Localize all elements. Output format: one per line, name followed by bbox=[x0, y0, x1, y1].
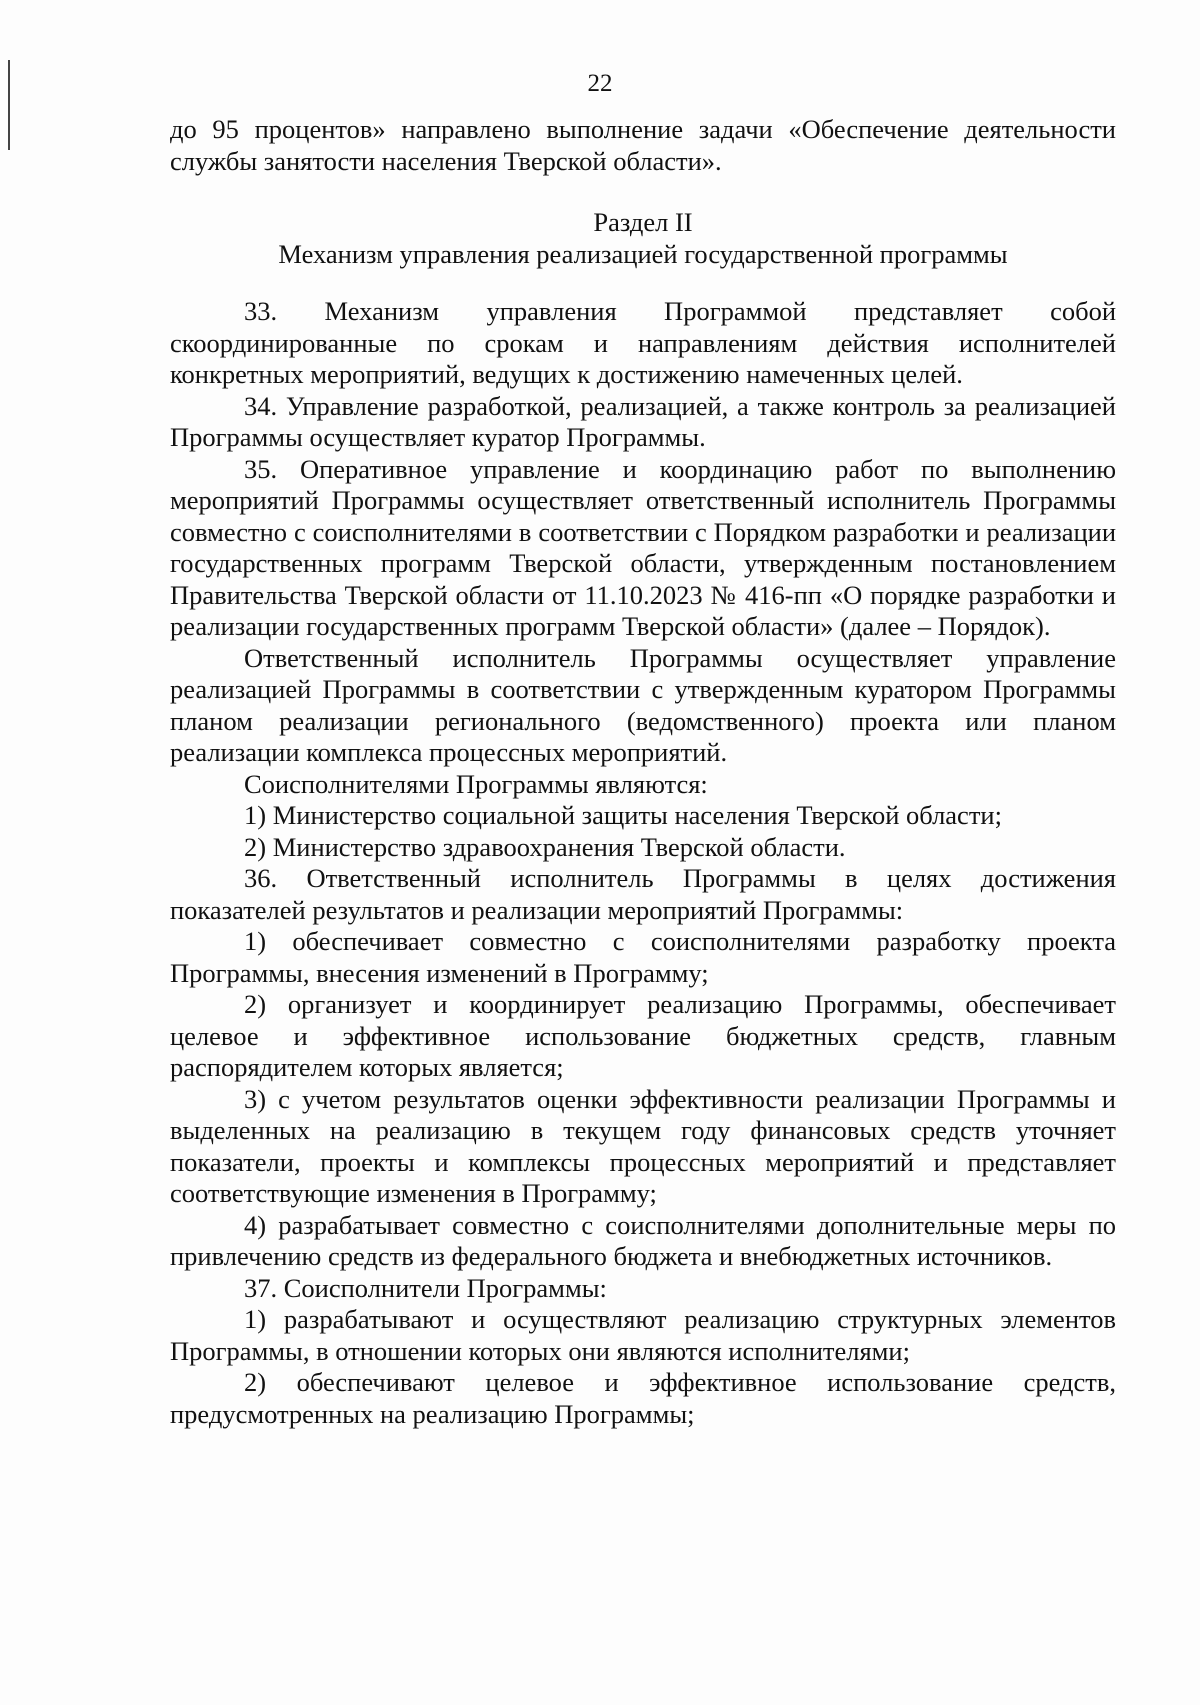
paragraph-33: 33. Механизм управления Программой представляет собой скоординированные по срокам и направлениям действия исполнителей конкретных мероприятий, ведущих к достижению намеченных целей. bbox=[170, 296, 1116, 389]
paragraph-35: 35. Оперативное управление и координацию работ по выполнению мероприятий Программы осуществляет ответственный исполнитель Программы совместно с соисполнителями в соответствии с Порядком разработки и реализации государственных программ Тверской области, утвержденным постановлением Правительства Тверской области от 11.10.2023 № 416-пп «О порядке разработки и реализации государственных программ Тверской области» (далее – Порядок). bbox=[170, 453, 1116, 641]
list-item-37-2: 2) обеспечивают целевое и эффективное использование средств, предусмотренных на реализацию Программы; bbox=[170, 1367, 1116, 1429]
paragraph-co-executors-intro: Соисполнителями Программы являются: bbox=[244, 768, 708, 799]
paragraph-responsible-executor: Ответственный исполнитель Программы осуществляет управление реализацией Программы в соответствии с утвержденным куратором Программы планом реализации регионального (ведомственного) проекта или планом реализации комплекса процессных мероприятий. bbox=[170, 642, 1116, 767]
list-item-co-executor-1: 1) Министерство социальной защиты населения Тверской области; bbox=[244, 800, 1002, 830]
paragraph-34: 34. Управление разработкой, реализацией, а также контроль за реализацией Программы осуществляет куратор Программы. bbox=[170, 390, 1116, 452]
document-body bbox=[170, 114, 1116, 1430]
list-item-36-4: 4) разрабатывает совместно с соисполнителями дополнительные меры по привлечению средств из федерального бюджета и внебюджетных источников. bbox=[170, 1209, 1116, 1271]
paragraph-36: 36. Ответственный исполнитель Программы в целях достижения показателей результатов и реализации мероприятий Программы: bbox=[170, 863, 1116, 925]
section-label: Раздел II bbox=[593, 207, 693, 237]
list-item-co-executor-2: 2) Министерство здравоохранения Тверской области. bbox=[244, 831, 846, 862]
paragraph-37: 37. Соисполнители Программы: bbox=[244, 1272, 607, 1303]
list-item-36-2: 2) организует и координирует реализацию Программы, обеспечивает целевое и эффективное использование бюджетных средств, главным распорядителем которых является; bbox=[170, 989, 1116, 1082]
spacer bbox=[170, 177, 1116, 207]
spacer bbox=[170, 270, 1116, 296]
list-item-37-1: 1) разрабатывают и осуществляют реализацию структурных элементов Программы, в отношении которых они являются исполнителями; bbox=[170, 1304, 1116, 1366]
page-number: 22 bbox=[587, 70, 613, 97]
intro-paragraph: до 95 процентов» направлено выполнение задачи «Обеспечение деятельности службы занятости населения Тверской области». bbox=[170, 114, 1116, 176]
list-item-36-3: 3) с учетом результатов оценки эффективности реализации Программы и выделенных на реализацию в текущем году финансовых средств уточняет показатели, проекты и комплексы процессных мероприятий и представляет соответствующие изменения в Программу; bbox=[170, 1083, 1116, 1208]
section-title: Механизм управления реализацией государственной программы bbox=[278, 238, 1008, 269]
list-item-36-1: 1) обеспечивает совместно с соисполнителями разработку проекта Программы, внесения изменений в Программу; bbox=[170, 926, 1116, 988]
